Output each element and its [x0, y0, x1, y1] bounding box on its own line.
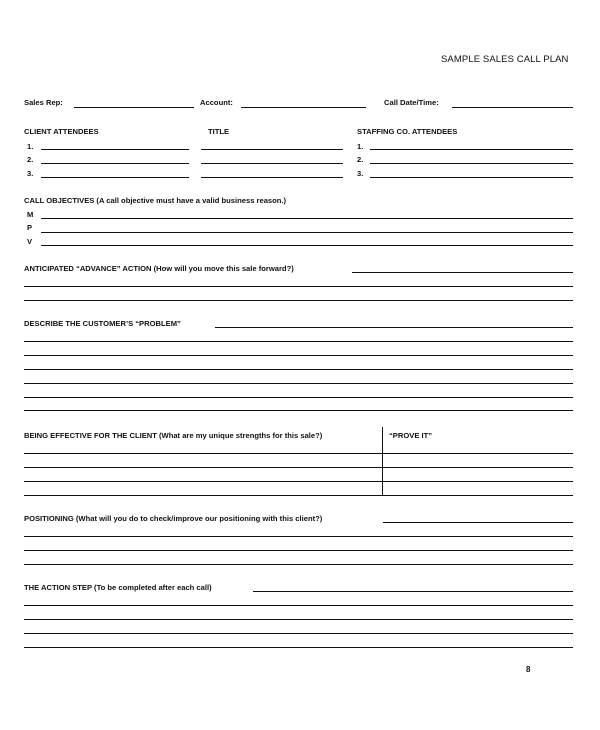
positioning-line[interactable]: [24, 550, 573, 551]
customer-problem-line[interactable]: [24, 397, 573, 398]
being-effective-line[interactable]: [24, 453, 573, 454]
objective-letter-m: M: [27, 210, 34, 219]
action-step-field[interactable]: [253, 591, 573, 592]
title-field[interactable]: [201, 149, 343, 150]
title-field[interactable]: [201, 177, 343, 178]
objective-p-field[interactable]: [41, 232, 573, 233]
staffing-row-number: 2.: [357, 155, 364, 164]
customer-problem-line[interactable]: [24, 341, 573, 342]
action-step-line[interactable]: [24, 605, 573, 606]
being-effective-line[interactable]: [24, 467, 573, 468]
prove-it-label: “PROVE IT”: [389, 431, 433, 440]
action-step-line[interactable]: [24, 619, 573, 620]
column-divider: [382, 427, 383, 495]
staffing-attendee-field[interactable]: [370, 177, 573, 178]
account-field[interactable]: [241, 107, 366, 108]
positioning-label: POSITIONING (What will you do to check/improve our positioning with this client?): [24, 514, 323, 523]
page-number: 8: [526, 665, 531, 674]
advance-action-field[interactable]: [352, 272, 573, 273]
advance-action-line[interactable]: [24, 286, 573, 287]
staffing-attendee-field[interactable]: [370, 163, 573, 164]
sales-rep-field[interactable]: [74, 107, 194, 108]
staffing-attendees-label: STAFFING CO. ATTENDEES: [357, 127, 458, 136]
account-label: Account:: [200, 98, 233, 107]
call-datetime-field[interactable]: [452, 107, 573, 108]
positioning-field[interactable]: [383, 522, 573, 523]
staffing-attendee-field[interactable]: [370, 149, 573, 150]
attendee-row-number: 2.: [27, 155, 34, 164]
call-objectives-label: CALL OBJECTIVES (A call objective must have a valid business reason.): [24, 196, 287, 205]
being-effective-line[interactable]: [24, 495, 573, 496]
action-step-line[interactable]: [24, 647, 573, 648]
objective-letter-p: P: [27, 223, 33, 232]
objective-v-field[interactable]: [41, 245, 573, 246]
call-datetime-label: Call Date/Time:: [384, 98, 439, 107]
objective-letter-v: V: [27, 237, 33, 246]
page-title: SAMPLE SALES CALL PLAN: [441, 54, 569, 65]
sales-rep-label: Sales Rep:: [24, 98, 63, 107]
client-attendees-label: CLIENT ATTENDEES: [24, 127, 99, 136]
positioning-line[interactable]: [24, 536, 573, 537]
action-step-line[interactable]: [24, 633, 573, 634]
customer-problem-line[interactable]: [24, 383, 573, 384]
title-field[interactable]: [201, 163, 343, 164]
customer-problem-line[interactable]: [24, 410, 573, 411]
positioning-line[interactable]: [24, 564, 573, 565]
client-attendee-field[interactable]: [41, 177, 189, 178]
staffing-row-number: 1.: [357, 142, 364, 151]
client-attendee-field[interactable]: [41, 149, 189, 150]
client-attendee-field[interactable]: [41, 163, 189, 164]
customer-problem-label: DESCRIBE THE CUSTOMER’S “PROBLEM”: [24, 319, 181, 328]
customer-problem-line[interactable]: [24, 355, 573, 356]
customer-problem-line[interactable]: [24, 369, 573, 370]
being-effective-label: BEING EFFECTIVE FOR THE CLIENT (What are my unique strengths for this sale?): [24, 431, 323, 440]
advance-action-line[interactable]: [24, 300, 573, 301]
advance-action-label: ANTICIPATED “ADVANCE” ACTION (How will you move this sale forward?): [24, 264, 294, 273]
title-column-label: TITLE: [208, 127, 230, 136]
being-effective-line[interactable]: [24, 481, 573, 482]
customer-problem-field[interactable]: [215, 327, 573, 328]
action-step-label: THE ACTION STEP (To be completed after each call): [24, 583, 212, 592]
objective-m-field[interactable]: [41, 218, 573, 219]
attendee-row-number: 1.: [27, 142, 34, 151]
attendee-row-number: 3.: [27, 169, 34, 178]
staffing-row-number: 3.: [357, 169, 364, 178]
